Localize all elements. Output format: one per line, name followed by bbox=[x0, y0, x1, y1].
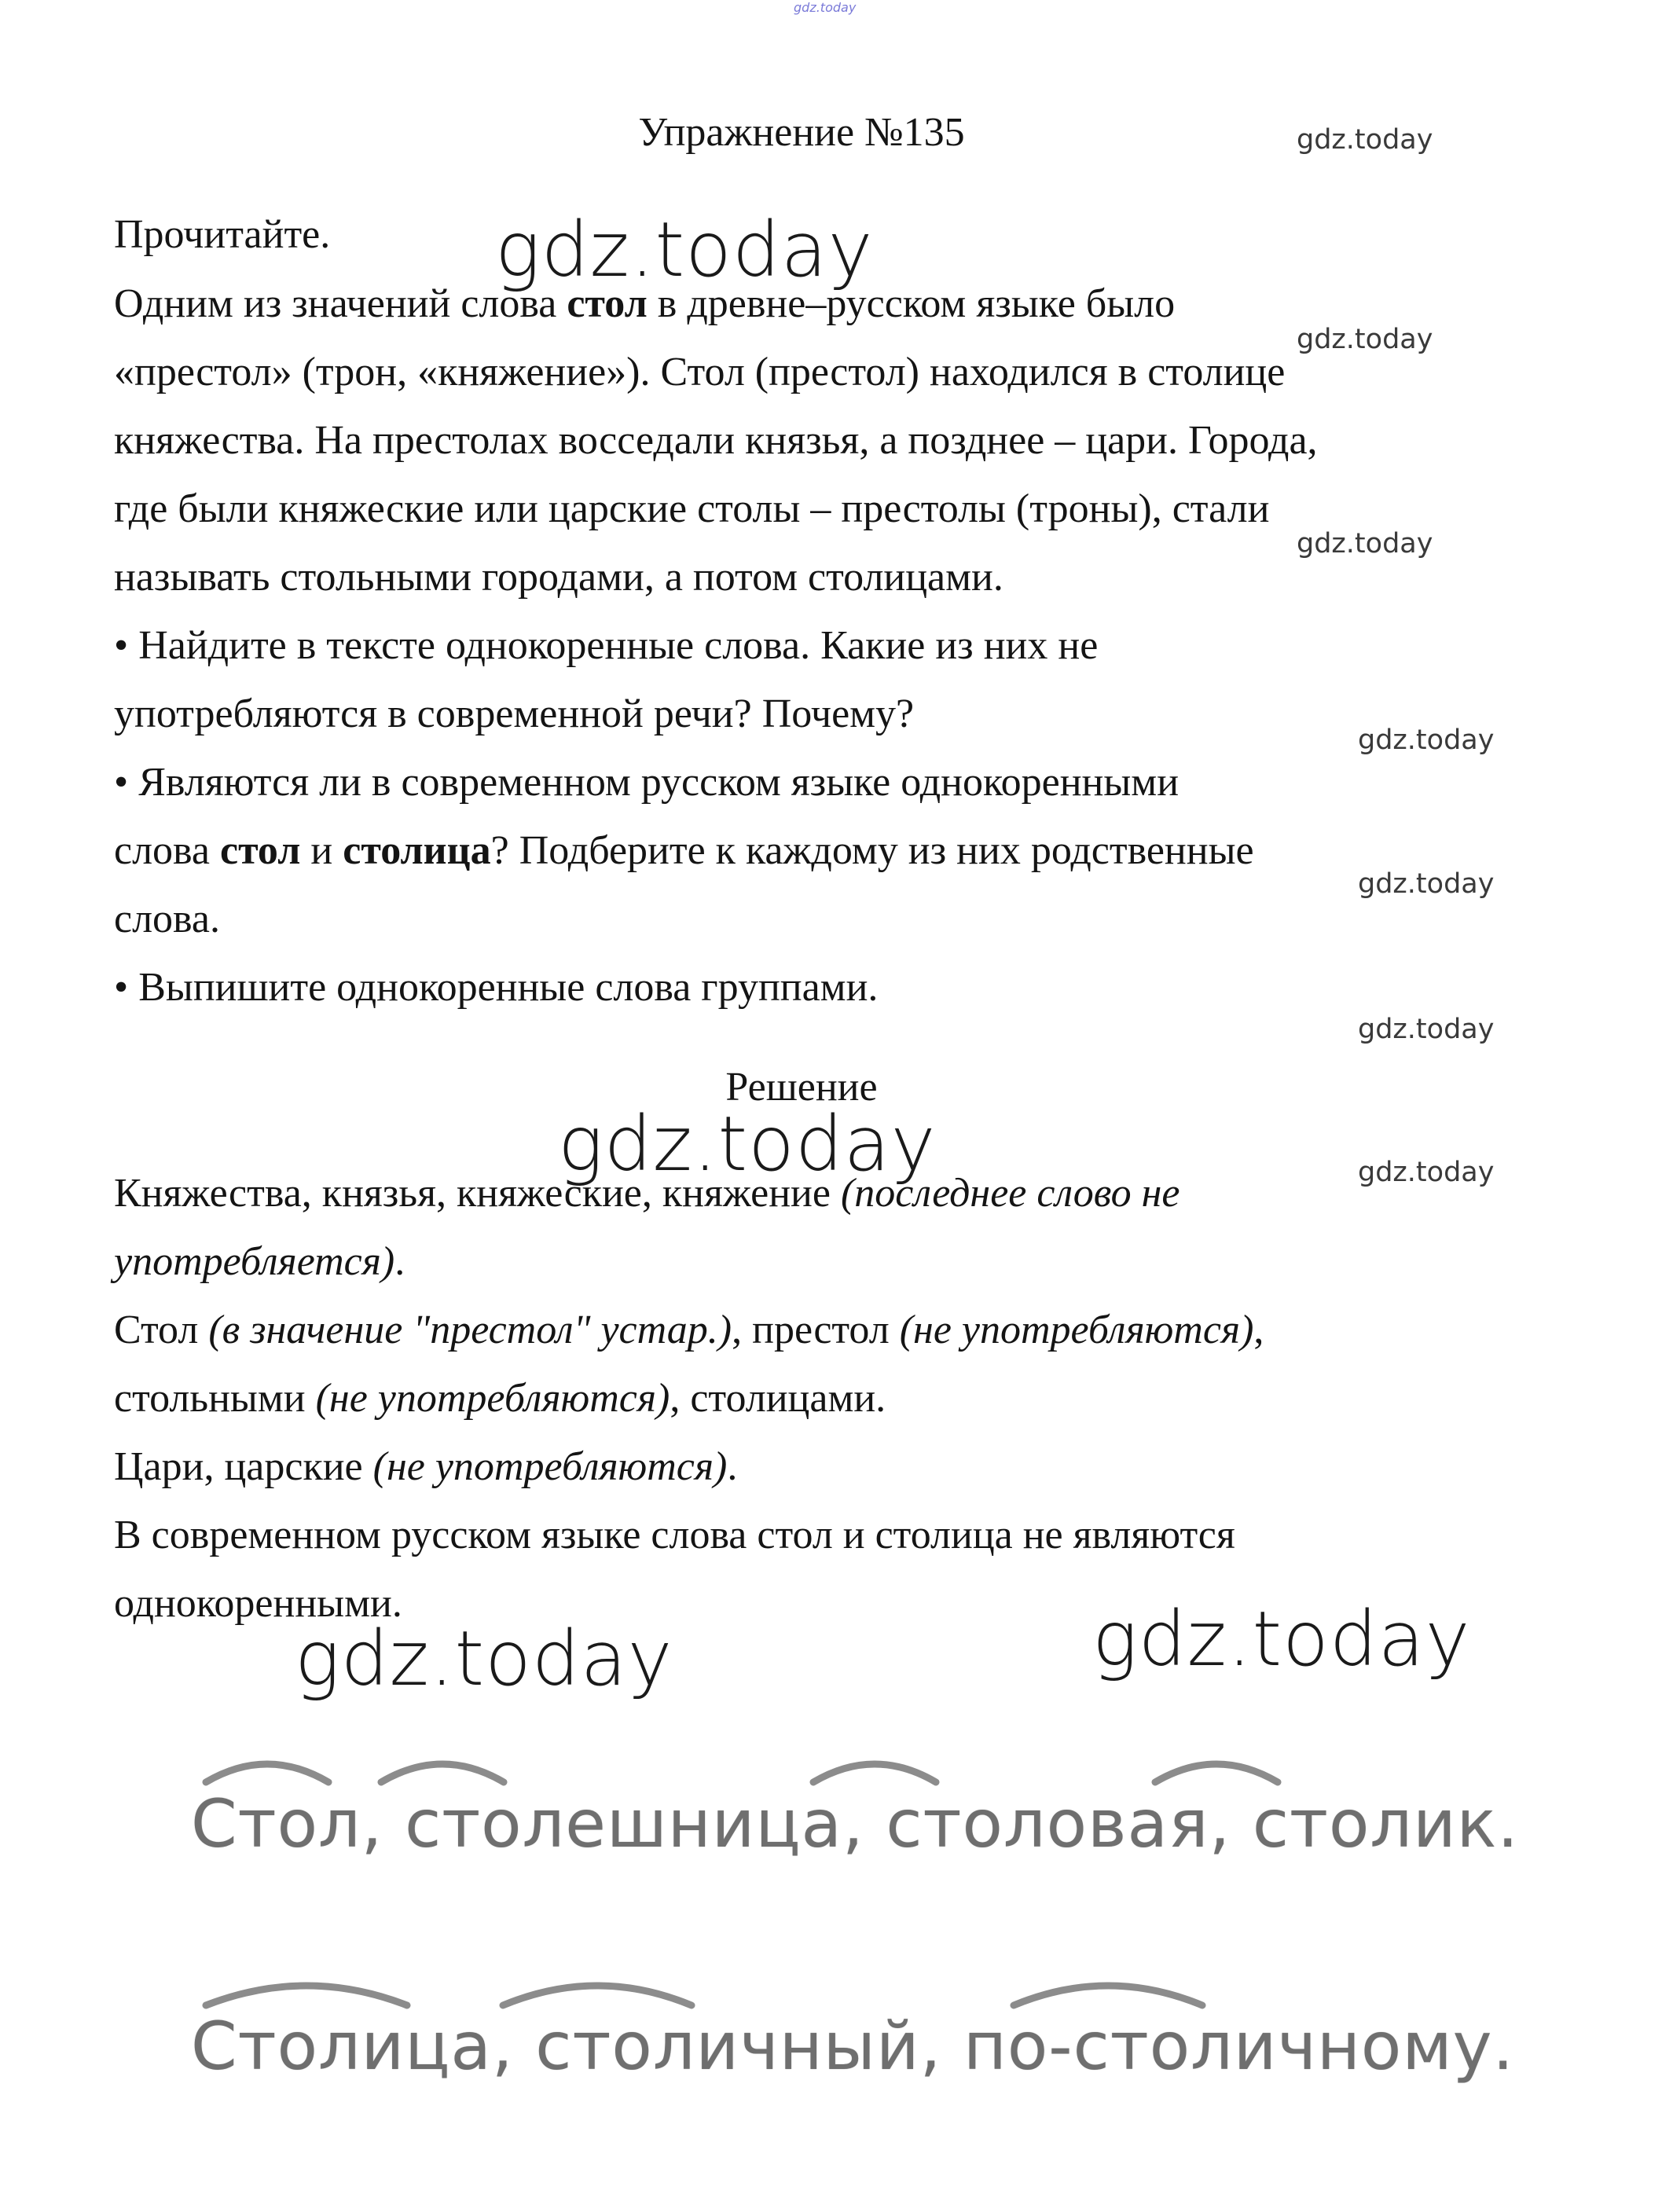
root-arc bbox=[206, 1764, 328, 1782]
root-arc bbox=[381, 1764, 504, 1782]
task-question: употребляются в современной речи? Почему? bbox=[114, 691, 915, 736]
root-arc bbox=[813, 1764, 936, 1782]
solution-line: Стол (в значение "престол" устар.), престол (не употребляются), bbox=[114, 1308, 1264, 1352]
task-question: слова. bbox=[114, 897, 220, 941]
solution-line: однокоренными. bbox=[114, 1581, 402, 1626]
solution-heading: Решение bbox=[725, 1065, 878, 1110]
watermark-top: gdz.today bbox=[794, 0, 857, 15]
task-question: • Выпишите однокоренные слова группами. bbox=[114, 965, 879, 1010]
watermark-large: gdz.today bbox=[495, 206, 874, 294]
exercise-title: Упражнение №135 bbox=[638, 110, 965, 155]
key-word: стол bbox=[219, 828, 301, 873]
solution-line: В современном русском языке слова стол и столица не являются bbox=[114, 1513, 1235, 1557]
task-question: • Найдите в тексте однокоренные слова. Какие из них не bbox=[114, 623, 1099, 668]
solution-line: Цари, царские (не употребляются). bbox=[114, 1444, 738, 1489]
watermark-small: gdz.today bbox=[1358, 868, 1495, 900]
watermark-large: gdz.today bbox=[1092, 1595, 1471, 1683]
watermark-small: gdz.today bbox=[1358, 1014, 1495, 1045]
morpheme-row-stol: Стол, столешница, столовая, столик. bbox=[191, 1785, 1520, 1862]
root-arc bbox=[1014, 1986, 1202, 2005]
task-text-line: называть стольными городами, а потом столицами. bbox=[114, 555, 1003, 600]
morpheme-row-stolitsa: Столица, столичный, по-столичному. bbox=[191, 2008, 1515, 2085]
solution-line: стольными (не употребляются), столицами. bbox=[114, 1376, 886, 1421]
solution-line: Княжества, князья, княжеские, княжение (последнее слово не bbox=[114, 1171, 1180, 1216]
root-arc bbox=[206, 1986, 407, 2005]
key-word: стол bbox=[567, 281, 648, 326]
watermark-small: gdz.today bbox=[1358, 1157, 1495, 1188]
task-text-line: «престол» (трон, «княжение»). Стол (престол) находился в столице bbox=[114, 350, 1286, 394]
task-text-line: Одним из значений слова стол в древне–русском языке было bbox=[114, 281, 1176, 326]
root-arc bbox=[503, 1986, 692, 2005]
watermark-small: gdz.today bbox=[1297, 124, 1433, 156]
task-question: слова стол и столица? Подберите к каждому из них родственные bbox=[114, 828, 1254, 873]
watermark-large: gdz.today bbox=[558, 1100, 937, 1188]
watermark-small: gdz.today bbox=[1297, 324, 1433, 355]
task-question: • Являются ли в современном русском языке однокоренными bbox=[114, 760, 1180, 805]
key-word: столица bbox=[343, 828, 491, 873]
root-arc bbox=[1155, 1764, 1278, 1782]
watermark-large: gdz.today bbox=[295, 1615, 673, 1703]
task-text-line: княжества. На престолах восседали князья, а позднее – цари. Города, bbox=[114, 418, 1318, 463]
solution-line: употребляется). bbox=[114, 1239, 405, 1284]
watermark-small: gdz.today bbox=[1358, 724, 1495, 756]
task-intro: Прочитайте. bbox=[114, 212, 331, 257]
watermark-small: gdz.today bbox=[1297, 528, 1433, 559]
task-text-line: где были княжеские или царские столы – престолы (троны), стали bbox=[114, 486, 1270, 531]
